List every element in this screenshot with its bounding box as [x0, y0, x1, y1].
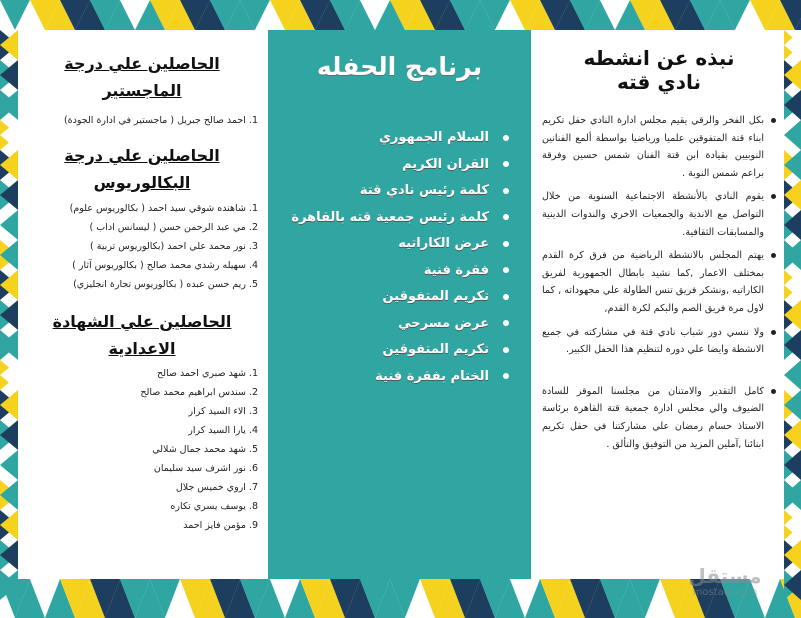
bachelor-heading-sub: البكالوريوس	[93, 173, 191, 192]
program-item-text: عرض مسرحي	[398, 315, 489, 331]
about-panel	[534, 30, 784, 579]
watermark-site: mostaql.com	[692, 587, 758, 598]
about-paragraph-text: يهتم المجلس بالانشطة الرياضية من فرق كرة القدم بمختلف الاعمار ,كما نشيد بابطال الجمهورية لفريق الكاراتيه ,ونشكر فريق تنس الطاولة علي مجهوداته , كما لاول مرة فريق الصم والبكم لكرة القدم,	[542, 250, 764, 314]
bullet-icon	[771, 253, 776, 258]
about-title-line1: نبذه عن انشطه	[583, 46, 735, 70]
bullet-icon	[503, 347, 509, 353]
list-item: 4. سهيله رشدي محمد صالح ( بكالوريوس آثار )	[72, 260, 258, 271]
bullet-icon	[503, 373, 509, 379]
about-paragraph	[542, 188, 776, 241]
program-item-text: عرض الكاراتيه	[398, 236, 489, 251]
about-paragraph	[542, 112, 776, 182]
program-item-text: القران الكريم	[402, 156, 489, 172]
masters-section	[18, 50, 266, 130]
program-item-text: الختام بفقرة فنية	[375, 368, 489, 384]
about-paragraph-text: بكل الفخر والرقي يقيم مجلس ادارة النادي حفل تكريم ابناء قتة المتفوقين علميا ورياضيا بواسطة ألمع الفنانين النوبيين بقيادة ابن قتة الفنان شمس حسين وفرقة براعم شمس النوبة .	[542, 115, 764, 179]
list-item: 7. اروي خميس جلال	[175, 482, 258, 493]
program-item	[268, 364, 509, 391]
prep-list	[18, 364, 266, 535]
bullet-icon	[503, 294, 509, 300]
bachelor-section	[18, 142, 266, 294]
prep-heading-sub: الاعدادية	[108, 339, 176, 358]
bullet-icon	[771, 389, 776, 394]
about-paragraph-text: ولا ننسي دور شباب نادي قتة في مشاركته في جميع الانشطة وايضا علي دوره لتنظيم هذا الحفل الكبير.	[542, 326, 764, 356]
list-item: 5. ريم حسن عبده ( بكالوريوس تجارة انجليزي)	[73, 279, 258, 290]
list-item: 9. مؤمن فايز احمد	[183, 520, 258, 531]
list-item: 1. احمد صالح جبريل ( ماجستير في ادارة الجودة)	[63, 115, 258, 126]
list-item: 2. مي عبد الرحمن حسن ( ليسانس اداب )	[89, 222, 258, 233]
list-item: 3. الاء السيد كرار	[188, 406, 258, 417]
list-item: 2. سندس ابراهيم محمد صالح	[140, 387, 258, 398]
list-item: 5. شهد محمد جمال شلالي	[152, 444, 258, 455]
program-item	[268, 152, 509, 179]
about-title-line2: نادي قته	[617, 70, 701, 94]
bachelor-list	[18, 199, 266, 294]
about-paragraphs	[534, 112, 784, 453]
program-item-text: كلمة رئيس نادي قتة	[359, 183, 489, 198]
program-item-text: تكريم المتفوقين	[382, 289, 489, 304]
program-item	[268, 311, 509, 338]
program-item	[268, 258, 509, 285]
list-item: 1. شاهنده شوقي سيد احمد ( بكالوريوس علوم)	[69, 203, 258, 214]
bullet-icon	[503, 188, 509, 194]
program-item	[268, 125, 509, 152]
list-item: 6. نور اشرف سيد سليمان	[153, 463, 258, 474]
bullet-icon	[503, 241, 509, 247]
program-item	[268, 178, 509, 205]
about-paragraph	[542, 247, 776, 317]
bullet-icon	[771, 194, 776, 199]
program-item-text: فقرة فنية	[423, 262, 489, 278]
program-item-text: تكريم المتفوقين	[382, 342, 489, 357]
bullet-icon	[503, 135, 509, 141]
list-item: 3. نور محمد علي احمد (بكالوريوس تربية )	[90, 241, 258, 252]
program-item	[268, 205, 509, 232]
program-item-text: كلمة رئيس جمعية قته بالقاهرة	[291, 209, 489, 225]
bullet-icon	[503, 320, 509, 326]
bachelor-heading: الحاصلين علي درجة	[64, 146, 220, 165]
bullet-icon	[503, 161, 509, 167]
program-title: برنامج الحفله	[316, 52, 483, 81]
watermark-logo: مستقل	[688, 564, 762, 588]
bullet-icon	[503, 214, 509, 220]
masters-heading-sub: الماجستير	[102, 81, 182, 100]
bullet-icon	[771, 118, 776, 123]
program-list	[268, 125, 531, 390]
prep-section	[18, 308, 266, 535]
bullet-icon	[771, 330, 776, 335]
list-item: 4. يارا السيد كرار	[188, 425, 258, 436]
about-paragraph-text: كامل التقدير والامتنان من مجلسنا الموقر للسادة الضيوف والي مجلس ادارة جمعية قتة القاهرة برئاسة الاستاذ حسام رمضان علي مشاركتنا في حفل تكريم ابنائنا ,آملين المزيد من التوفيق والتألق .	[542, 385, 764, 450]
masters-heading: الحاصلين علي درجة	[64, 54, 220, 73]
about-paragraph-text: يقوم النادي بالأنشطة الاجتماعية السنوية من خلال التواصل مع الاندية والجمعيات الاخري والندوات الدينية والمسابقات الثقافية.	[542, 191, 764, 238]
mostaql-watermark	[665, 565, 785, 599]
program-panel	[268, 30, 531, 579]
program-item	[268, 231, 509, 258]
bullet-icon	[503, 267, 509, 273]
program-item	[268, 337, 509, 364]
about-title	[534, 46, 784, 94]
program-item-text: السلام الجمهوري	[378, 130, 489, 145]
honorees-panel	[18, 30, 266, 579]
masters-list	[18, 111, 266, 130]
list-item: 1. شهد صبري احمد صالح	[156, 368, 258, 379]
list-item: 8. يوسف يسري تكاره	[170, 501, 258, 512]
prep-heading: الحاصلين علي الشهادة	[52, 312, 232, 331]
program-item	[268, 284, 509, 311]
about-paragraph	[542, 324, 776, 359]
about-paragraph	[542, 383, 776, 453]
